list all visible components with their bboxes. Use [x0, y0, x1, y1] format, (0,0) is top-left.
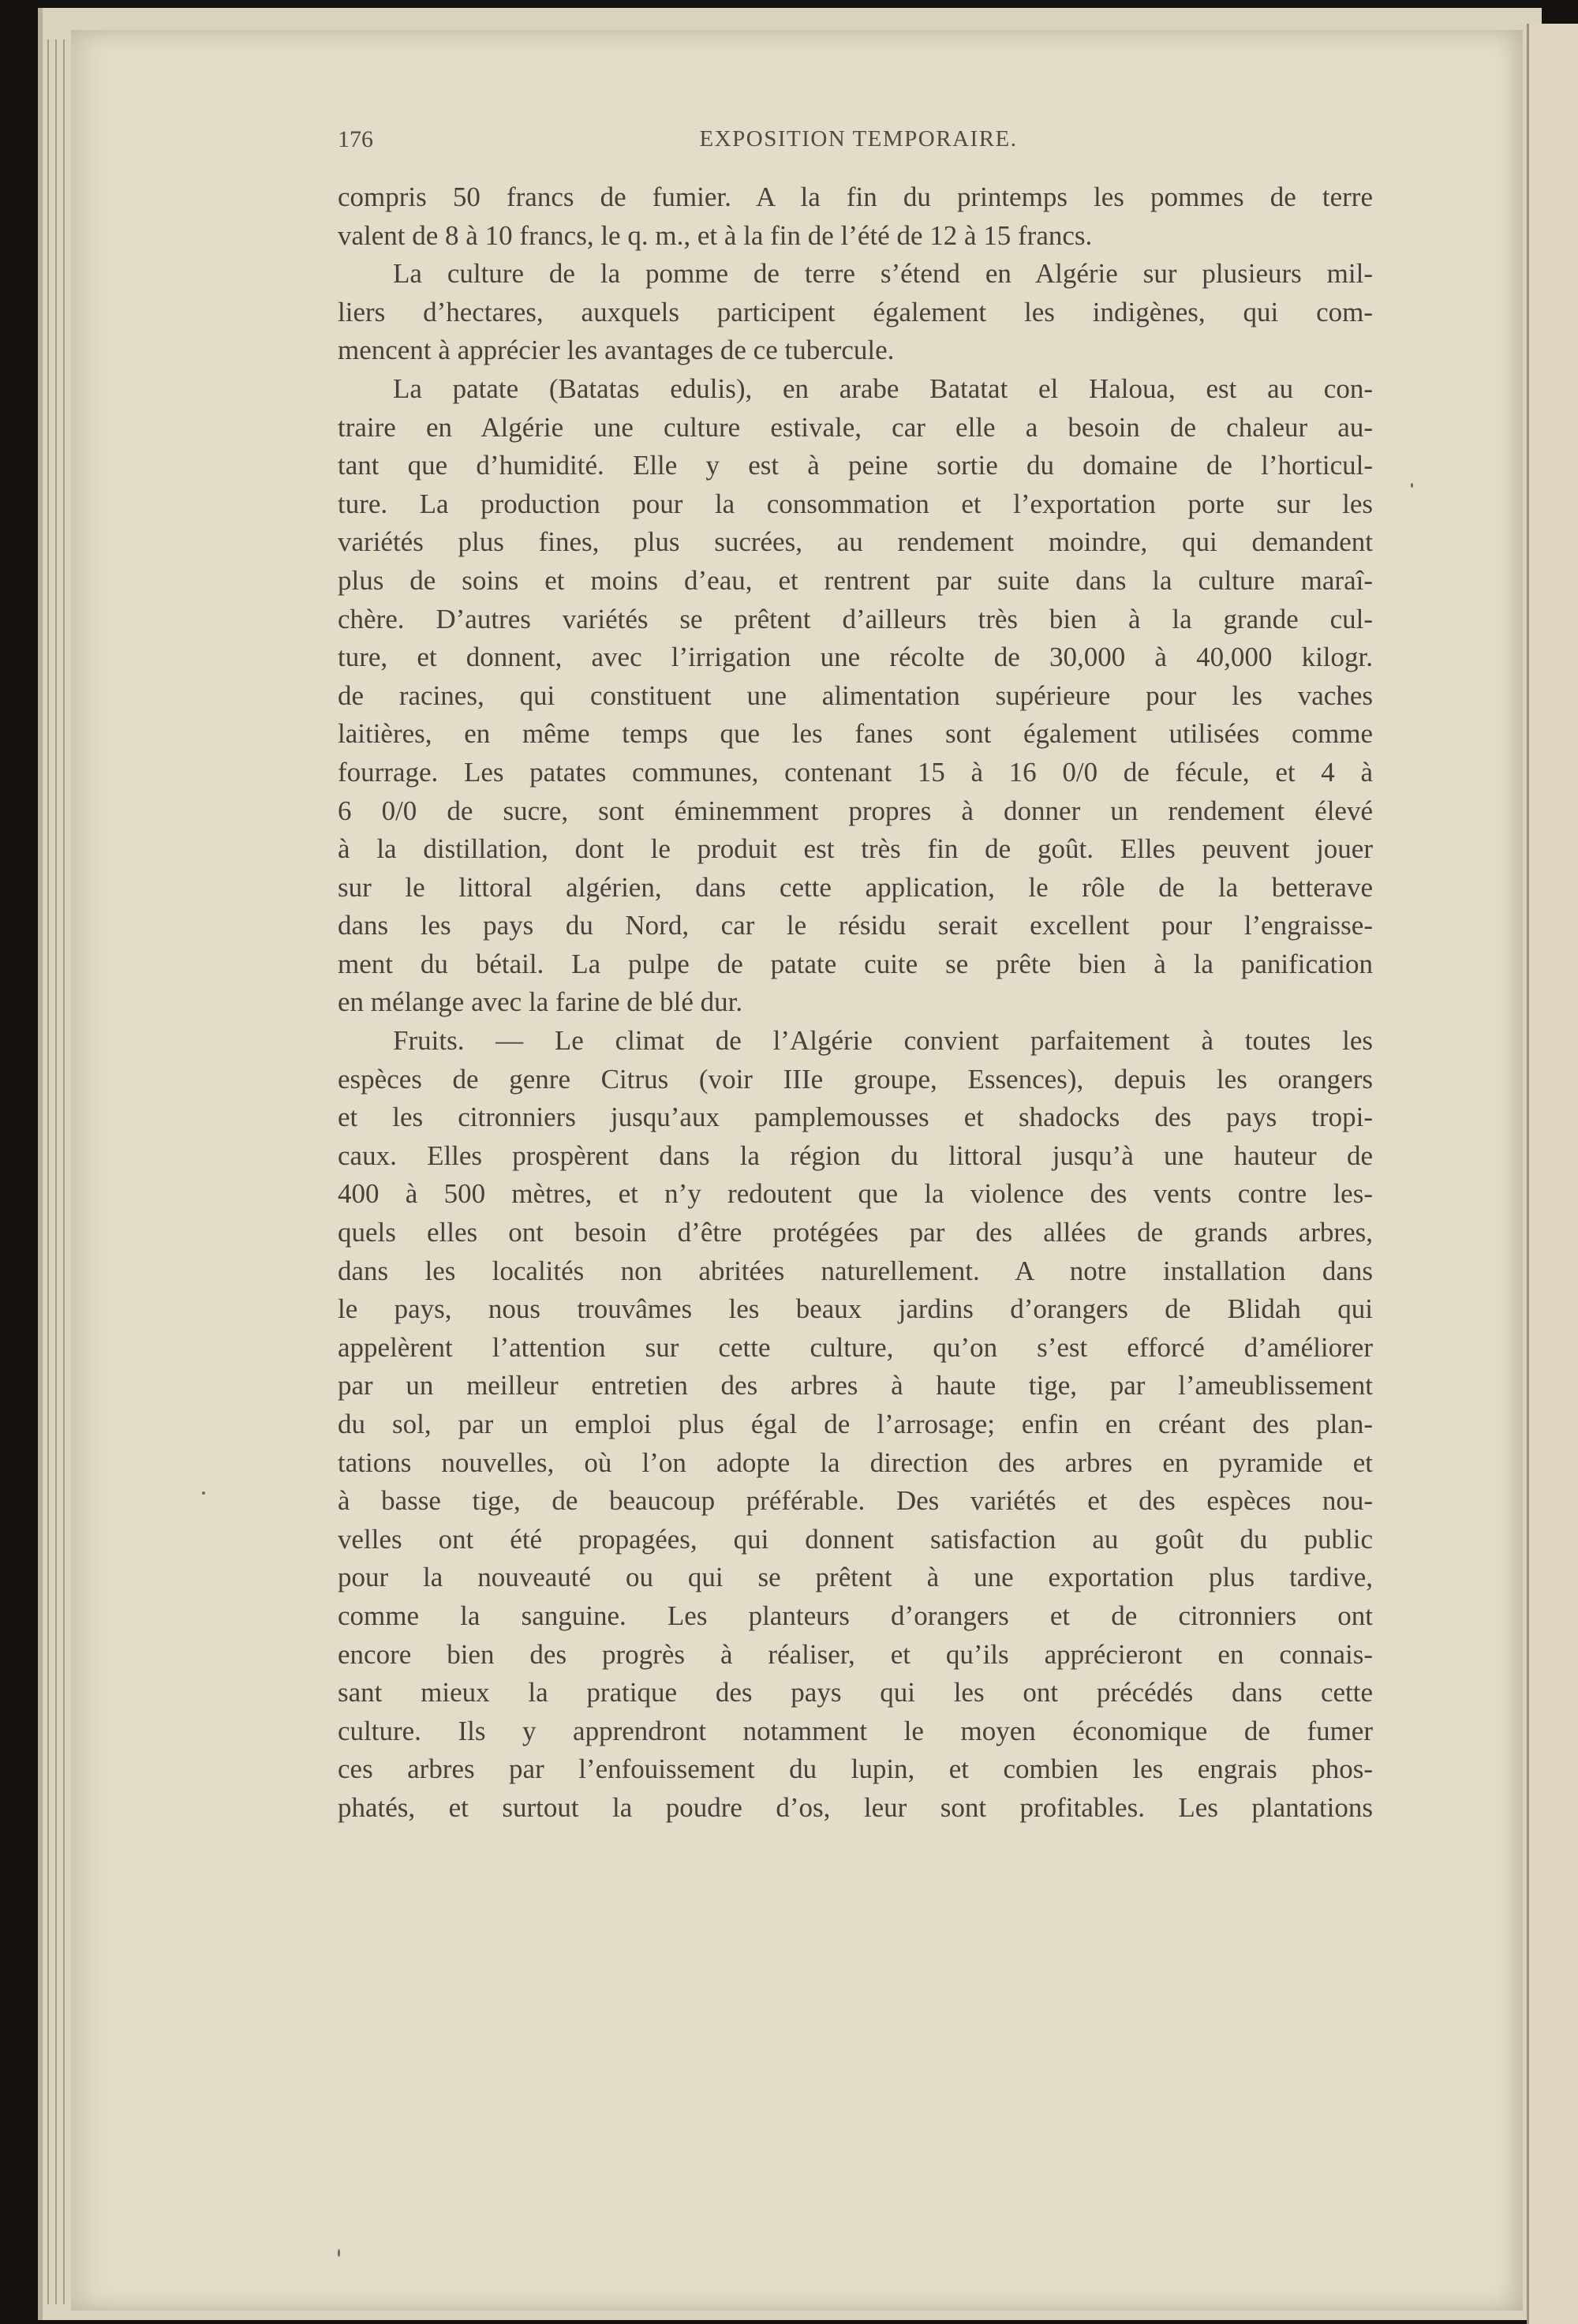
text-line: variétés plus fines, plus sucrées, au rendement moindre, qui demandent [338, 526, 1373, 558]
text-line: compris 50 francs de fumier. A la fin du printemps les pommes de terre [338, 182, 1373, 212]
text-line: tant que d’humidité. Elle y est à peine sortie du domaine de l’horticul- [338, 450, 1373, 481]
text-line: fourrage. Les patates communes, contenant 15 à 16 0/0 de fécule, et 4 à [338, 756, 1373, 788]
text-line: La culture de la pomme de terre s’étend en Algérie sur plusieurs mil- [393, 258, 1373, 290]
text-line: de racines, qui constituent une alimentation supérieure pour les vaches [338, 679, 1373, 711]
paper-speck [1411, 483, 1413, 488]
page-number: 176 [338, 126, 373, 152]
text-line: tations nouvelles, où l’on adopte la direction des arbres en pyramide et [338, 1446, 1373, 1478]
text-line: et les citronniers jusqu’aux pamplemousses et shadocks des pays tropi- [338, 1102, 1373, 1133]
text-line: ces arbres par l’enfouissement du lupin, et combien les engrais phos- [338, 1753, 1373, 1785]
text-line: par un meilleur entretien des arbres à haute tige, par l’ameublissement [338, 1370, 1373, 1402]
text-line: en mélange avec la farine de blé dur. [338, 986, 743, 1018]
text-line: chère. D’autres variétés se prêtent d’ailleurs très bien à la grande cul- [338, 603, 1373, 634]
text-line: quels elles ont besoin d’être protégées par des allées de grands arbres, [338, 1217, 1373, 1248]
text-line: 400 à 500 mètres, et n’y redoutent que la violence des vents contre les- [338, 1178, 1373, 1210]
next-page-edge [1527, 24, 1578, 2324]
text-line: velles ont été propagées, qui donnent satisfaction au goût du public [338, 1523, 1373, 1555]
page-edge-line [55, 39, 57, 2304]
text-line: 6 0/0 de sucre, sont éminemment propres à donner un rendement élevé [338, 795, 1373, 826]
text-line: valent de 8 à 10 francs, le q. m., et à la fin de l’été de 12 à 15 francs. [338, 219, 1093, 251]
running-head: EXPOSITION TEMPORAIRE. [699, 126, 1018, 152]
text-line: mencent à apprécier les avantages de ce tubercule. [338, 335, 895, 366]
text-line: dans les pays du Nord, car le résidu serait excellent pour l’engraisse- [338, 910, 1373, 941]
text-line: dans les localités non abritées naturellement. A notre installation dans [338, 1255, 1373, 1286]
text-line: La patate (Batatas edulis), en arabe Batatat el Haloua, est au con- [393, 372, 1373, 404]
text-line: du sol, par un emploi plus égal de l’arrosage; enfin en créant des plan- [338, 1409, 1373, 1439]
text-line: ture. La production pour la consommation et l’exportation porte sur les [338, 488, 1373, 519]
text-line: encore bien des progrès à réaliser, et qu’ils apprécieront en connais- [338, 1638, 1373, 1670]
text-line: appelèrent l’attention sur cette culture, qu’on s’est efforcé d’améliorer [338, 1331, 1373, 1363]
page-header [338, 126, 1379, 158]
text-line: pour la nouveauté ou qui se prêtent à une exportation plus tardive, [338, 1562, 1373, 1593]
text-line: phatés, et surtout la poudre d’os, leur sont profitables. Les plantations [338, 1791, 1373, 1823]
text-line: caux. Elles prospèrent dans la région du littoral jusqu’à une hauteur de [338, 1140, 1373, 1171]
body-text [338, 178, 1373, 1828]
paper-speck [338, 2249, 340, 2257]
text-line: traire en Algérie une culture estivale, car elle a besoin de chaleur au- [338, 411, 1373, 443]
text-line: ture, et donnent, avec l’irrigation une récolte de 30,000 à 40,000 kilogr. [338, 642, 1373, 673]
text-line: à basse tige, de beaucoup préférable. Des variétés et des espèces nou- [338, 1485, 1373, 1517]
text-line: sant mieux la pratique des pays qui les ont précédés dans cette [338, 1677, 1373, 1708]
text-line: culture. Ils y apprendront notamment le moyen économique de fumer [338, 1715, 1373, 1746]
text-line: ment du bétail. La pulpe de patate cuite se prête bien à la panification [338, 948, 1373, 979]
text-line: comme la sanguine. Les planteurs d’orangers et de citronniers ont [338, 1600, 1373, 1631]
text-line: sur le littoral algérien, dans cette application, le rôle de la betterave [338, 871, 1373, 903]
text-line: à la distillation, dont le produit est très fin de goût. Elles peuvent jouer [338, 833, 1373, 865]
page-edge-line [47, 39, 49, 2304]
paper-speck [202, 1491, 205, 1495]
text-line: liers d’hectares, auxquels participent également les indigènes, qui com- [338, 296, 1373, 327]
text-line: espèces de genre Citrus (voir IIIe groupe, Essences), depuis les orangers [338, 1063, 1373, 1095]
text-line: Fruits. — Le climat de l’Algérie convient parfaitement à toutes les [393, 1025, 1373, 1057]
text-line: laitières, en même temps que les fanes sont également utilisées comme [338, 718, 1373, 750]
text-line: le pays, nous trouvâmes les beaux jardins d’orangers de Blidah qui [338, 1293, 1373, 1325]
page-edge-line [63, 39, 65, 2304]
text-line: plus de soins et moins d’eau, et rentrent par suite dans la culture maraî- [338, 564, 1373, 596]
